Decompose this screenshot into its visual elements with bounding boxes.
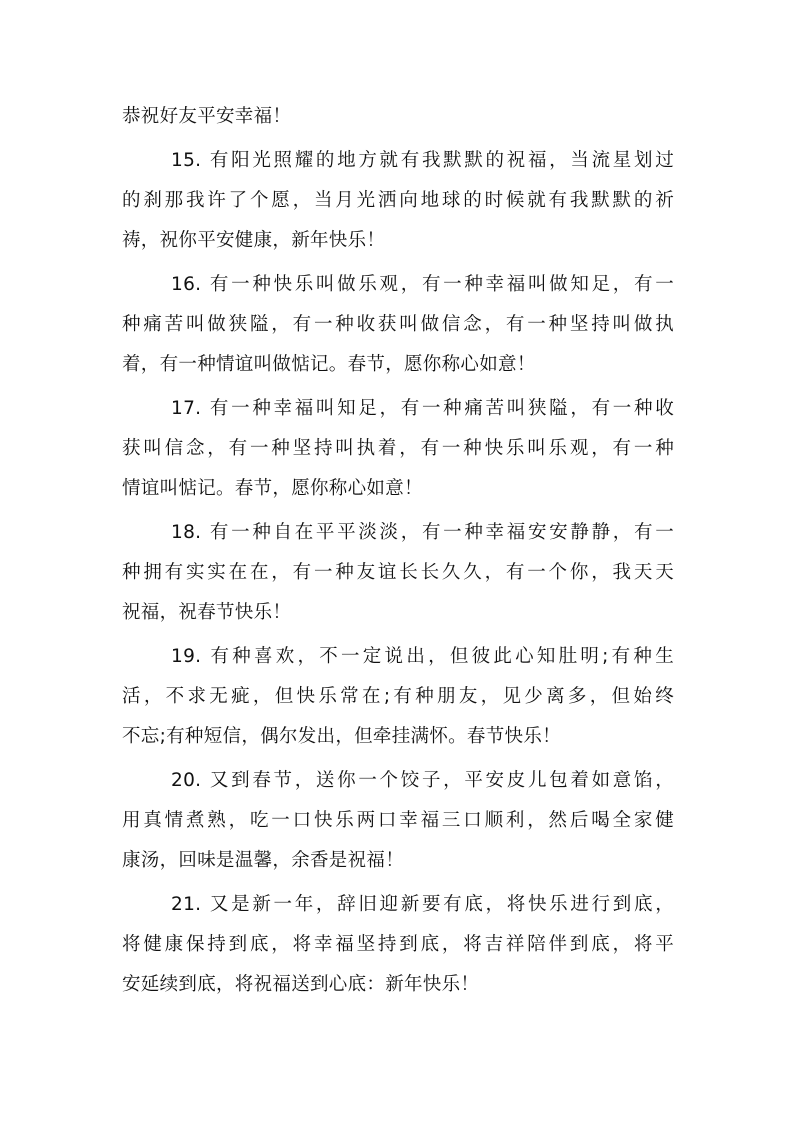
text-line: 祷，祝你平安健康，新年快乐！ (122, 230, 386, 251)
text-line: 种拥有实实在在，有一种友谊长长久久，有一个你，我天天 (122, 562, 674, 583)
text-line: 种痛苦叫做狭隘，有一种收获叫做信念，有一种坚持叫做执 (122, 314, 674, 335)
text-line: 获叫信念，有一种坚持叫执着，有一种快乐叫乐观，有一种 (122, 438, 674, 459)
text-line: 着，有一种情谊叫做惦记。春节，愿你称心如意！ (122, 354, 536, 375)
text-line: 的刹那我许了个愿，当月光洒向地球的时候就有我默默的祈 (122, 190, 674, 211)
paragraph-19-line-1: 19. 有种喜欢，不一定说出，但彼此心知肚明;有种生 (171, 646, 674, 667)
text-line: 情谊叫惦记。春节，愿你称心如意！ (122, 478, 423, 499)
paragraph-16-line-1: 16. 有一种快乐叫做乐观，有一种幸福叫做知足，有一 (171, 274, 674, 295)
text-line: 康汤，回味是温馨，余香是祝福！ (122, 850, 405, 871)
text-line: 用真情煮熟，吃一口快乐两口幸福三口顺利，然后喝全家健 (122, 810, 674, 831)
paragraph-18-line-1: 18. 有一种自在平平淡淡，有一种幸福安安静静，有一 (171, 522, 674, 543)
text-line: 安延续到底，将祝福送到心底：新年快乐！ (122, 974, 480, 995)
text-line: 将健康保持到底，将幸福坚持到底，将吉祥陪伴到底，将平 (122, 934, 674, 955)
text-line: 恭祝好友平安幸福！ (122, 106, 292, 127)
paragraph-17-line-1: 17. 有一种幸福叫知足，有一种痛苦叫狭隘，有一种收 (171, 398, 674, 419)
text-line: 不忘;有种短信，偶尔发出，但牵挂满怀。春节快乐！ (122, 726, 561, 747)
paragraph-15-line-1: 15. 有阳光照耀的地方就有我默默的祝福，当流星划过 (171, 150, 674, 171)
paragraph-21-line-1: 21. 又是新一年，辞旧迎新要有底，将快乐进行到底， (171, 894, 674, 915)
paragraph-20-line-1: 20. 又到春节，送你一个饺子，平安皮儿包着如意馅， (171, 770, 674, 791)
text-line: 祝福，祝春节快乐！ (122, 602, 292, 623)
text-line: 活，不求无疵，但快乐常在;有种朋友，见少离多，但始终 (122, 686, 674, 707)
